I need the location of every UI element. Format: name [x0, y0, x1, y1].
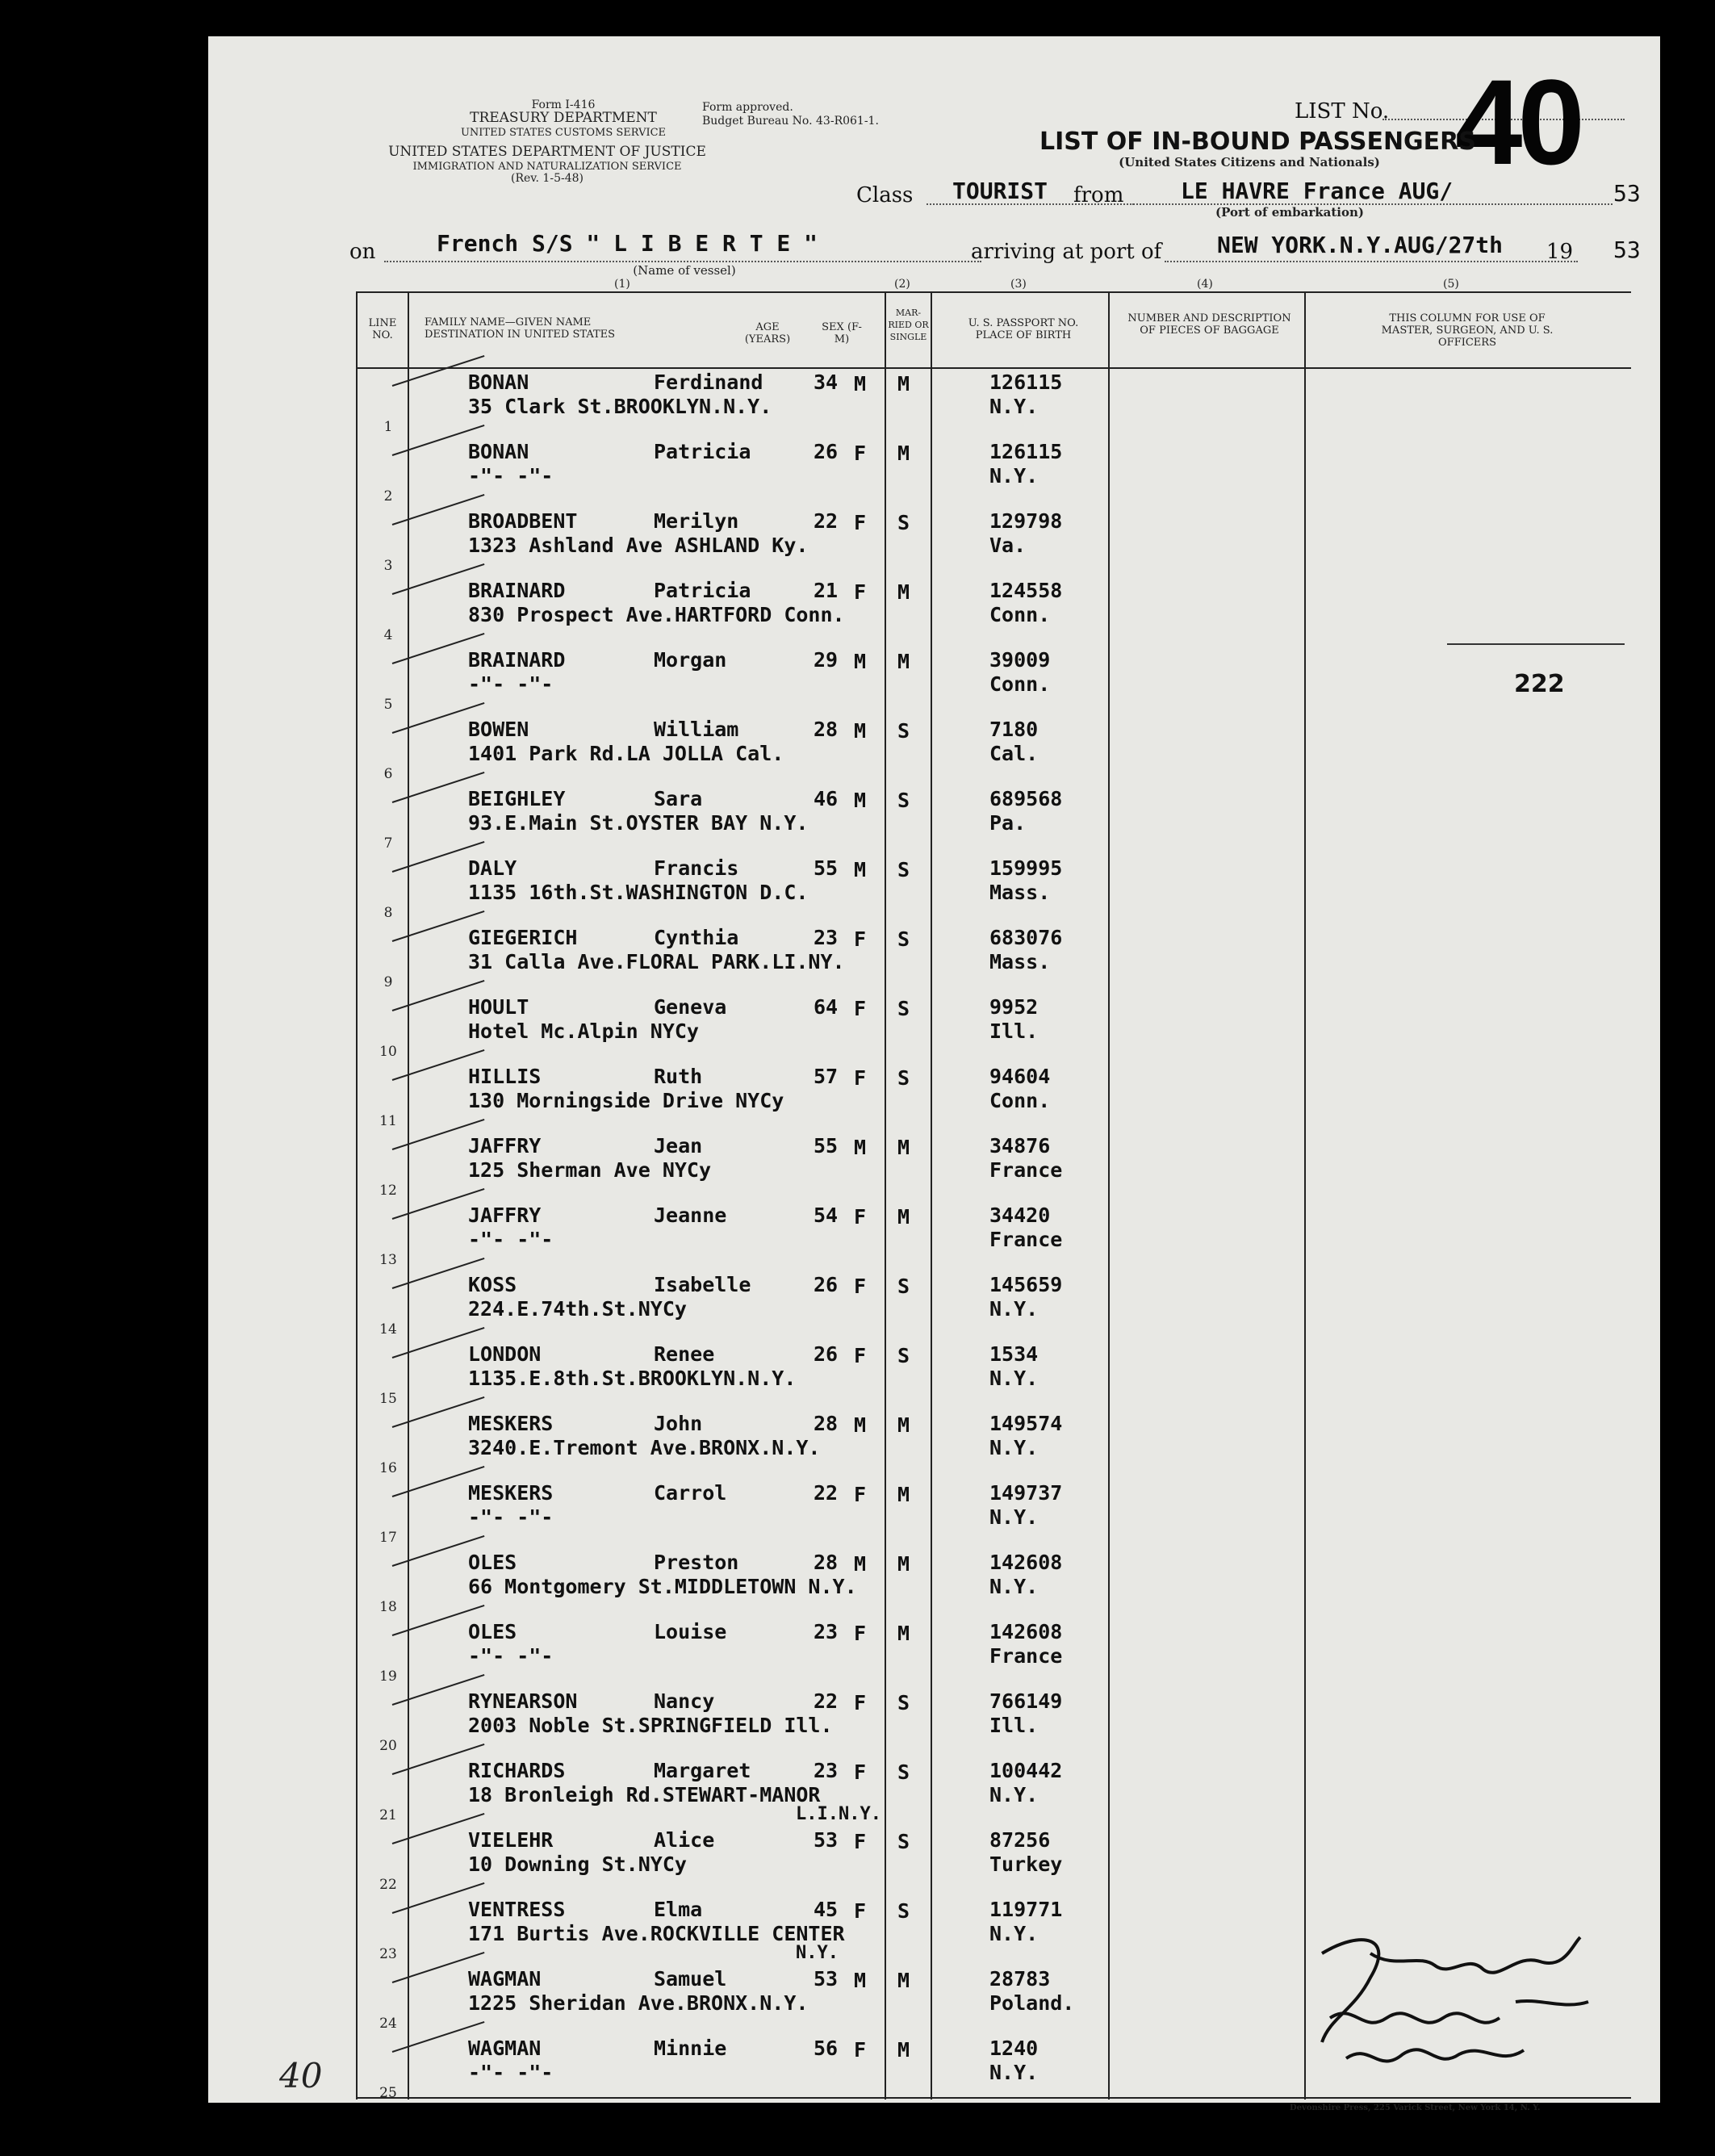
place-of-birth: N.Y. — [989, 1297, 1039, 1321]
list-number: 40 — [1455, 54, 1580, 190]
table-top-border — [356, 291, 1631, 293]
sex: M — [854, 1969, 867, 1992]
passport-number: 94604 — [989, 1065, 1051, 1088]
line-number: 7 — [383, 835, 393, 852]
embarkation-year: 53 — [1613, 180, 1641, 207]
age: 54 — [814, 1204, 839, 1227]
family-name: HILLIS — [468, 1065, 542, 1088]
passport-number: 689568 — [989, 787, 1063, 810]
marital-status: S — [897, 997, 910, 1020]
vessel-caption: (Name of vessel) — [633, 263, 736, 278]
sex: M — [854, 858, 867, 881]
line-number: 16 — [379, 1460, 397, 1476]
arrival-year: 53 — [1613, 237, 1641, 263]
year-prefix: 19 — [1546, 240, 1574, 264]
table-row — [208, 1827, 1660, 1896]
place-of-birth: Va. — [989, 534, 1027, 557]
destination: 1323 Ashland Ave ASHLAND Ky. — [468, 534, 809, 557]
passport-number: 126115 — [989, 370, 1063, 394]
family-name: BRAINARD — [468, 579, 566, 602]
passport-number: 126115 — [989, 440, 1063, 463]
age: 34 — [814, 370, 839, 394]
line-number: 1 — [383, 419, 393, 435]
line-number: 22 — [379, 1877, 397, 1893]
age: 26 — [814, 1342, 839, 1366]
family-name: GIEGERICH — [468, 926, 578, 949]
line-number: 11 — [379, 1113, 397, 1129]
given-name: John — [654, 1412, 703, 1435]
marital-status: M — [897, 372, 910, 396]
port-of-embarkation: LE HAVRE France AUG/ — [1181, 178, 1454, 204]
destination-cont: L.I.N.Y. — [796, 1804, 881, 1824]
passport-number: 124558 — [989, 579, 1063, 602]
marital-status: S — [897, 511, 910, 534]
class-value: TOURIST — [952, 178, 1048, 204]
destination: 171 Burtis Ave.ROCKVILLE CENTER — [468, 1922, 845, 1945]
budget-bureau: Budget Bureau No. 43-R061-1. — [702, 115, 879, 128]
line-number: 2 — [383, 488, 393, 504]
family-name: BOWEN — [468, 718, 529, 741]
line-number: 18 — [379, 1599, 397, 1615]
destination: 1135 16th.St.WASHINGTON D.C. — [468, 881, 809, 904]
given-name: Ferdinand — [654, 370, 763, 394]
age: 46 — [814, 787, 839, 810]
manifest-title: LIST OF IN-BOUND PASSENGERS — [1039, 128, 1476, 156]
sex: M — [854, 1413, 867, 1437]
destination: 93.E.Main St.OYSTER BAY N.Y. — [468, 811, 809, 835]
passport-number: 683076 — [989, 926, 1063, 949]
col-num-5: (5) — [1443, 278, 1459, 291]
place-of-birth: N.Y. — [989, 395, 1039, 418]
passenger-list — [208, 369, 1660, 2101]
col-num-2: (2) — [894, 278, 910, 291]
place-of-birth: N.Y. — [989, 464, 1039, 488]
col-header-sex: SEX (F-M) — [822, 321, 862, 345]
family-name: BONAN — [468, 440, 529, 463]
officer-number: 222 — [1514, 670, 1565, 698]
age: 55 — [814, 856, 839, 880]
age: 53 — [814, 1828, 839, 1852]
family-name: OLES — [468, 1551, 517, 1574]
line-number: 20 — [379, 1738, 397, 1754]
passport-number: 34420 — [989, 1204, 1051, 1227]
marital-status: M — [897, 1552, 910, 1576]
given-name: Jean — [654, 1134, 703, 1158]
passport-number: 28783 — [989, 1967, 1051, 1991]
passport-number: 129798 — [989, 509, 1063, 533]
place-of-birth: Pa. — [989, 811, 1027, 835]
passport-number: 7180 — [989, 718, 1039, 741]
family-name: VIELEHR — [468, 1828, 554, 1852]
passport-number: 149574 — [989, 1412, 1063, 1435]
passport-number: 145659 — [989, 1273, 1063, 1296]
destination: 2003 Noble St.SPRINGFIELD Ill. — [468, 1714, 833, 1737]
line-number: 8 — [383, 905, 393, 921]
passport-number: 159995 — [989, 856, 1063, 880]
marital-status: M — [897, 442, 910, 465]
sex: F — [854, 1483, 867, 1506]
sex: M — [854, 372, 867, 396]
marital-status: M — [897, 1205, 910, 1229]
line-number: 14 — [379, 1321, 397, 1338]
place-of-birth: France — [989, 1644, 1063, 1668]
destination: -"- -"- — [468, 1228, 554, 1251]
port-caption: (Port of embarkation) — [1215, 205, 1364, 220]
marital-status: S — [897, 1066, 910, 1090]
place-of-birth: Ill. — [989, 1714, 1039, 1737]
family-name: DALY — [468, 856, 517, 880]
age: 21 — [814, 579, 839, 602]
sex: F — [854, 580, 867, 604]
destination-cont: N.Y. — [796, 1943, 839, 1963]
table-row — [208, 1341, 1660, 1410]
age: 57 — [814, 1065, 839, 1088]
sex: F — [854, 1066, 867, 1090]
passport-number: 119771 — [989, 1898, 1063, 1921]
arriving-line — [1165, 261, 1578, 262]
place-of-birth: Mass. — [989, 881, 1051, 904]
family-name: JAFFRY — [468, 1134, 542, 1158]
family-name: VENTRESS — [468, 1898, 566, 1921]
place-of-birth: N.Y. — [989, 1575, 1039, 1598]
age: 26 — [814, 440, 839, 463]
treasury-department: TREASURY DEPARTMENT — [470, 110, 657, 126]
destination: -"- -"- — [468, 1644, 554, 1668]
table-row — [208, 785, 1660, 855]
table-row — [208, 1271, 1660, 1341]
marital-status: S — [897, 858, 910, 881]
passport-number: 100442 — [989, 1759, 1063, 1782]
given-name: Patricia — [654, 579, 751, 602]
manifest-page — [208, 36, 1660, 2112]
marital-status: M — [897, 650, 910, 673]
destination: 125 Sherman Ave NYCy — [468, 1158, 712, 1182]
given-name: Samuel — [654, 1967, 727, 1991]
given-name: Elma — [654, 1898, 703, 1921]
customs-service: UNITED STATES CUSTOMS SERVICE — [460, 127, 667, 139]
destination: 10 Downing St.NYCy — [468, 1852, 687, 1876]
passport-number: 142608 — [989, 1620, 1063, 1643]
destination: -"- -"- — [468, 2061, 554, 2084]
justice-department: UNITED STATES DEPARTMENT OF JUSTICE — [388, 144, 706, 160]
given-name: Alice — [654, 1828, 715, 1852]
line-number: 23 — [379, 1946, 397, 1962]
line-number: 6 — [383, 766, 393, 782]
table-row — [208, 1063, 1660, 1132]
given-name: Merilyn — [654, 509, 739, 533]
line-number: 4 — [383, 627, 393, 643]
given-name: Minnie — [654, 2037, 727, 2060]
destination: -"- -"- — [468, 672, 554, 696]
family-name: RYNEARSON — [468, 1689, 578, 1713]
age: 23 — [814, 1759, 839, 1782]
given-name: Renee — [654, 1342, 715, 1366]
marital-status: S — [897, 1899, 910, 1923]
place-of-birth: Mass. — [989, 950, 1051, 973]
manifest-subtitle: (United States Citizens and Nationals) — [1119, 155, 1380, 170]
destination: 66 Montgomery St.MIDDLETOWN N.Y. — [468, 1575, 857, 1598]
family-name: WAGMAN — [468, 1967, 542, 1991]
family-name: LONDON — [468, 1342, 542, 1366]
sex: F — [854, 1899, 867, 1923]
family-name: WAGMAN — [468, 2037, 542, 2060]
sex: F — [854, 1344, 867, 1367]
destination: 1401 Park Rd.LA JOLLA Cal. — [468, 742, 784, 765]
family-name: RICHARDS — [468, 1759, 566, 1782]
line-number: 24 — [379, 2016, 397, 2032]
col-num-3: (3) — [1010, 278, 1027, 291]
sex: M — [854, 650, 867, 673]
arriving-label: arriving at port of — [971, 240, 1162, 264]
age: 23 — [814, 1620, 839, 1643]
list-number-label: LIST No. — [1295, 99, 1390, 123]
given-name: Isabelle — [654, 1273, 751, 1296]
sex: F — [854, 1691, 867, 1714]
passport-number: 766149 — [989, 1689, 1063, 1713]
line-number: 12 — [379, 1183, 397, 1199]
marital-status: M — [897, 2038, 910, 2062]
place-of-birth: Cal. — [989, 742, 1039, 765]
age: 64 — [814, 995, 839, 1019]
table-row — [208, 716, 1660, 785]
family-name: HOULT — [468, 995, 529, 1019]
table-row — [208, 855, 1660, 924]
destination: -"- -"- — [468, 1505, 554, 1529]
place-of-birth: N.Y. — [989, 1922, 1039, 1945]
col-header-officers: THIS COLUMN FOR USE OF MASTER, SURGEON, AND U. S. OFFICERS — [1381, 312, 1554, 349]
place-of-birth: Conn. — [989, 672, 1051, 696]
table-row — [208, 1202, 1660, 1271]
col-header-married: MAR-RIED OR SINGLE — [888, 308, 929, 342]
age: 22 — [814, 509, 839, 533]
line-number: 10 — [379, 1044, 397, 1060]
given-name: Francis — [654, 856, 739, 880]
marital-status: M — [897, 1483, 910, 1506]
sex: M — [854, 789, 867, 812]
age: 28 — [814, 1412, 839, 1435]
officer-mark-line — [1447, 643, 1625, 645]
given-name: Nancy — [654, 1689, 715, 1713]
destination: Hotel Mc.Alpin NYCy — [468, 1019, 699, 1043]
place-of-birth: France — [989, 1158, 1063, 1182]
sex: F — [854, 1760, 867, 1784]
destination: -"- -"- — [468, 464, 554, 488]
table-row — [208, 647, 1660, 716]
age: 26 — [814, 1273, 839, 1296]
line-number: 9 — [383, 974, 393, 990]
marital-status: M — [897, 1136, 910, 1159]
destination: 1135.E.8th.St.BROOKLYN.N.Y. — [468, 1367, 797, 1390]
line-number: 21 — [379, 1807, 397, 1823]
col-header-age: AGE (YEARS) — [744, 321, 791, 345]
line-number: 17 — [379, 1530, 397, 1546]
table-row — [208, 1757, 1660, 1827]
sex: F — [854, 1622, 867, 1645]
table-row — [208, 508, 1660, 577]
passport-number: 39009 — [989, 648, 1051, 672]
col-header-name: FAMILY NAME—GIVEN NAME DESTINATION IN UNITED STATES — [425, 316, 616, 341]
age: 22 — [814, 1689, 839, 1713]
sex: F — [854, 1275, 867, 1298]
age: 53 — [814, 1967, 839, 1991]
destination: 3240.E.Tremont Ave.BRONX.N.Y. — [468, 1436, 821, 1459]
given-name: Cynthia — [654, 926, 739, 949]
marital-status: S — [897, 789, 910, 812]
class-label: Class — [856, 183, 914, 207]
line-number: 25 — [379, 2085, 397, 2101]
given-name: Sara — [654, 787, 703, 810]
on-label: on — [349, 240, 376, 264]
family-name: BONAN — [468, 370, 529, 394]
age: 28 — [814, 718, 839, 741]
family-name: BEIGHLEY — [468, 787, 566, 810]
age: 56 — [814, 2037, 839, 2060]
marital-status: M — [897, 1622, 910, 1645]
arrival-port-date: NEW YORK.N.Y.AUG/27th — [1217, 232, 1504, 258]
given-name: Jeanne — [654, 1204, 727, 1227]
age: 22 — [814, 1481, 839, 1505]
sex: F — [854, 1830, 867, 1853]
age: 29 — [814, 648, 839, 672]
place-of-birth: N.Y. — [989, 1505, 1039, 1529]
given-name: Patricia — [654, 440, 751, 463]
table-row — [208, 994, 1660, 1063]
passport-number: 34876 — [989, 1134, 1051, 1158]
marital-status: M — [897, 580, 910, 604]
inspector-signature — [1298, 1921, 1637, 2083]
marital-status: S — [897, 1691, 910, 1714]
place-of-birth: N.Y. — [989, 1367, 1039, 1390]
sex: M — [854, 1552, 867, 1576]
given-name: Ruth — [654, 1065, 703, 1088]
family-name: MESKERS — [468, 1412, 554, 1435]
printer-imprint: Devonshire Press, 225 Varick Street, New York 14, N. Y. — [1290, 2104, 1541, 2112]
sex: M — [854, 719, 867, 743]
passport-number: 1534 — [989, 1342, 1039, 1366]
given-name: William — [654, 718, 739, 741]
from-label: from — [1073, 183, 1124, 207]
place-of-birth: France — [989, 1228, 1063, 1251]
age: 28 — [814, 1551, 839, 1574]
immigration-service: IMMIGRATION AND NATURALIZATION SERVICE — [412, 161, 682, 173]
sex: F — [854, 927, 867, 951]
destination: 35 Clark St.BROOKLYN.N.Y. — [468, 395, 772, 418]
line-number: 5 — [383, 697, 393, 713]
passport-number: 9952 — [989, 995, 1039, 1019]
revision-date: (Rev. 1-5-48) — [511, 172, 584, 185]
col-num-4: (4) — [1197, 278, 1213, 291]
destination: 31 Calla Ave.FLORAL PARK.LI.NY. — [468, 950, 845, 973]
marital-status: M — [897, 1413, 910, 1437]
sex: F — [854, 997, 867, 1020]
marital-status: S — [897, 719, 910, 743]
passport-number: 87256 — [989, 1828, 1051, 1852]
marital-status: M — [897, 1969, 910, 1992]
passport-number: 142608 — [989, 1551, 1063, 1574]
marital-status: S — [897, 1760, 910, 1784]
destination: 830 Prospect Ave.HARTFORD Conn. — [468, 603, 845, 626]
line-number: 15 — [379, 1391, 397, 1407]
destination: 1225 Sheridan Ave.BRONX.N.Y. — [468, 1991, 809, 2015]
destination: 224.E.74th.St.NYCy — [468, 1297, 687, 1321]
table-row — [208, 438, 1660, 508]
col-num-1: (1) — [614, 278, 630, 291]
sex: F — [854, 1205, 867, 1229]
marital-status: S — [897, 1275, 910, 1298]
form-approved: Form approved. — [702, 101, 793, 114]
family-name: KOSS — [468, 1273, 517, 1296]
place-of-birth: Poland. — [989, 1991, 1075, 2015]
vessel-name: French S/S " L I B E R T E " — [437, 230, 818, 257]
place-of-birth: Turkey — [989, 1852, 1063, 1876]
line-number: 19 — [379, 1668, 397, 1685]
table-row — [208, 577, 1660, 647]
marital-status: S — [897, 1344, 910, 1367]
family-name: MESKERS — [468, 1481, 554, 1505]
age: 55 — [814, 1134, 839, 1158]
place-of-birth: Ill. — [989, 1019, 1039, 1043]
col-header-baggage: NUMBER AND DESCRIPTION OF PIECES OF BAGGAGE — [1127, 312, 1291, 337]
sex: F — [854, 442, 867, 465]
given-name: Preston — [654, 1551, 739, 1574]
col-header-line: LINE NO. — [368, 317, 397, 341]
vessel-line — [384, 261, 981, 262]
table-row — [208, 1688, 1660, 1757]
table-row — [208, 1618, 1660, 1688]
sex: M — [854, 1136, 867, 1159]
destination: 18 Bronleigh Rd.STEWART-MANOR — [468, 1783, 821, 1806]
family-name: BRAINARD — [468, 648, 566, 672]
table-row — [208, 1549, 1660, 1618]
place-of-birth: N.Y. — [989, 1436, 1039, 1459]
table-row — [208, 924, 1660, 994]
sex: F — [854, 2038, 867, 2062]
given-name: Geneva — [654, 995, 727, 1019]
given-name: Margaret — [654, 1759, 751, 1782]
place-of-birth: Conn. — [989, 603, 1051, 626]
table-row — [208, 369, 1660, 438]
place-of-birth: Conn. — [989, 1089, 1051, 1112]
age: 45 — [814, 1898, 839, 1921]
line-number: 3 — [383, 558, 393, 574]
table-row — [208, 1410, 1660, 1480]
marital-status: S — [897, 927, 910, 951]
given-name: Louise — [654, 1620, 727, 1643]
family-name: OLES — [468, 1620, 517, 1643]
family-name: JAFFRY — [468, 1204, 542, 1227]
col-header-passport: U. S. PASSPORT NO. PLACE OF BIRTH — [968, 317, 1079, 341]
form-number: Form I-416 — [531, 98, 596, 111]
line-number: 13 — [379, 1252, 397, 1268]
passport-number: 149737 — [989, 1481, 1063, 1505]
family-name: BROADBENT — [468, 509, 578, 533]
table-row — [208, 1132, 1660, 1202]
place-of-birth: N.Y. — [989, 2061, 1039, 2084]
sex: F — [854, 511, 867, 534]
destination: 130 Morningside Drive NYCy — [468, 1089, 784, 1112]
given-name: Carrol — [654, 1481, 727, 1505]
marital-status: S — [897, 1830, 910, 1853]
table-row — [208, 1480, 1660, 1549]
age: 23 — [814, 926, 839, 949]
given-name: Morgan — [654, 648, 727, 672]
margin-note: 40 — [279, 2056, 323, 2095]
place-of-birth: N.Y. — [989, 1783, 1039, 1806]
passport-number: 1240 — [989, 2037, 1039, 2060]
